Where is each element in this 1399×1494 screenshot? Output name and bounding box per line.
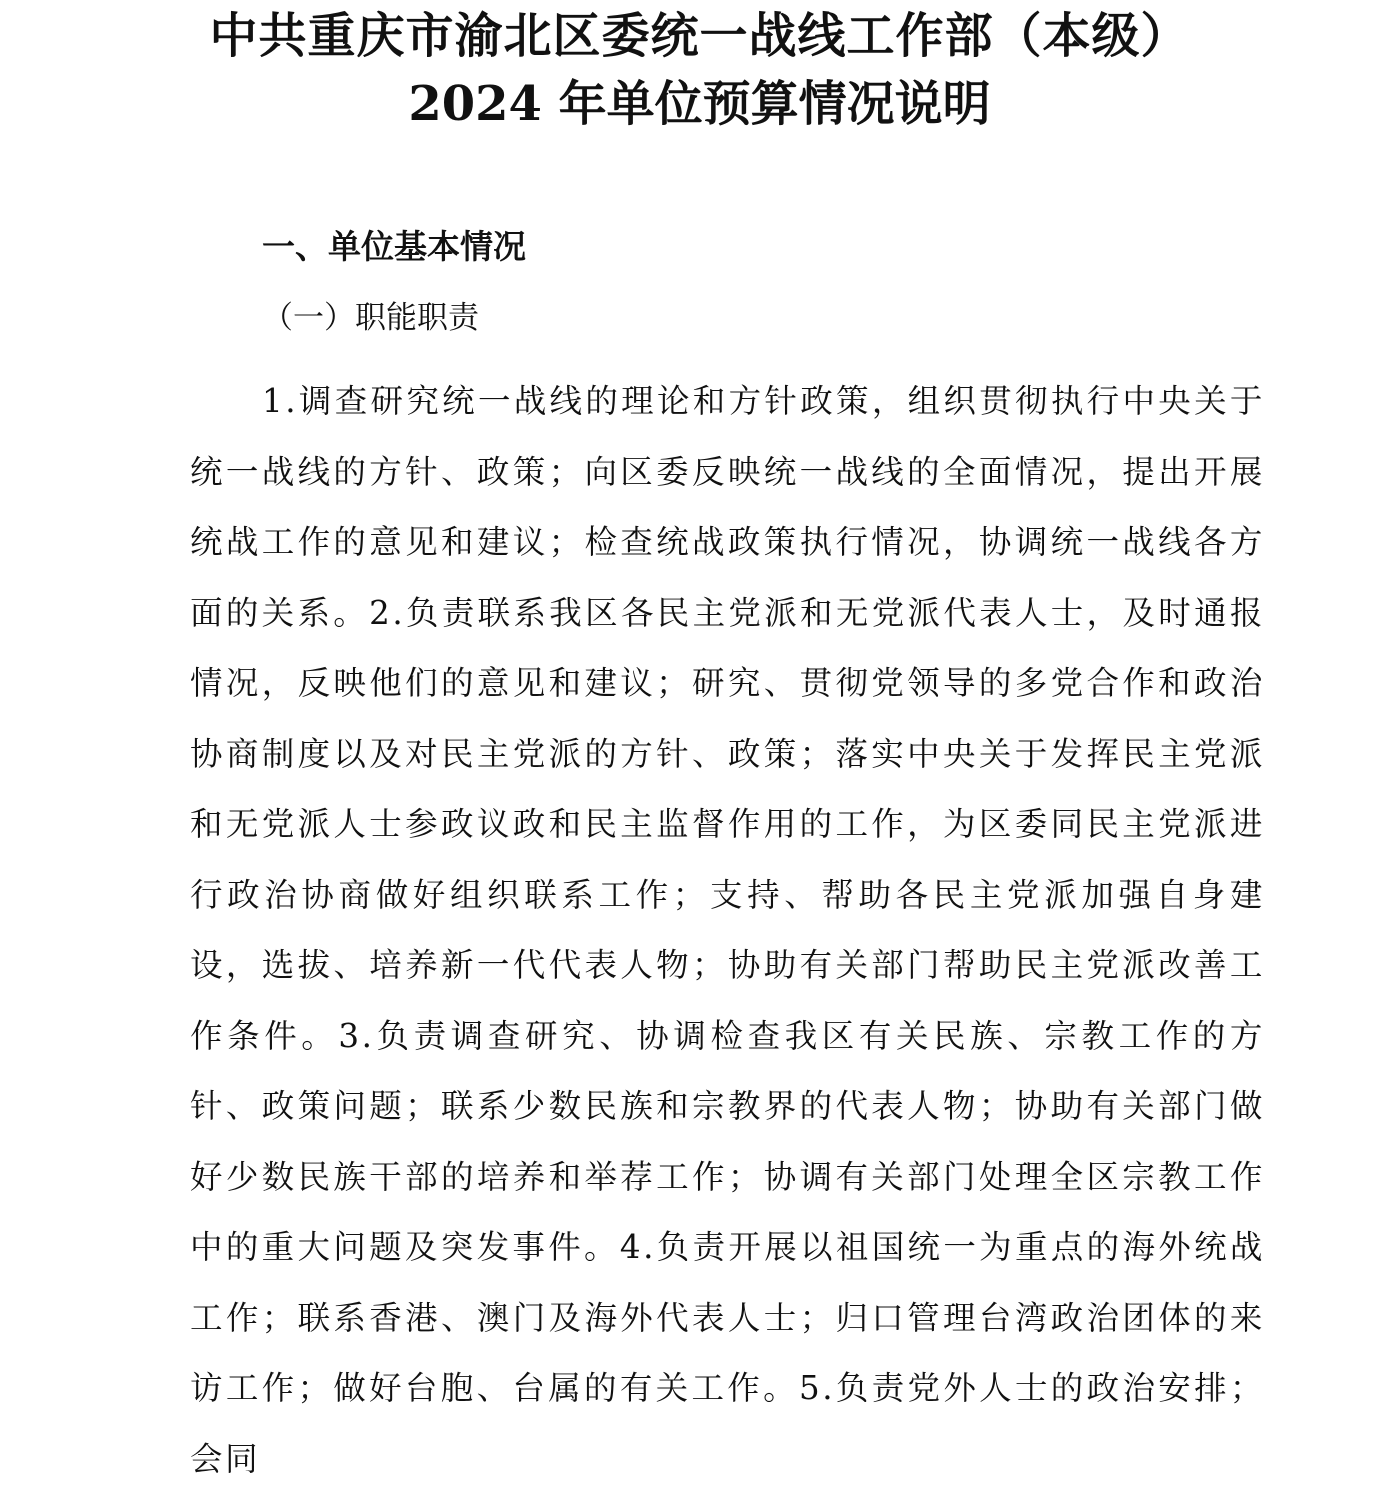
section-heading: 一、单位基本情况 — [262, 227, 526, 266]
document-title-line-1: 中共重庆市渝北区委统一战线工作部（本级） — [209, 8, 1190, 64]
subsection-heading: （一）职能职责 — [262, 300, 479, 336]
body-paragraph: 1.调查研究统一战线的理论和方针政策，组织贯彻执行中央关于统一战线的方针、政策；向区委反映统一战线的全面情况，提出开展统战工作的意见和建议；检查统战政策执行情况，协调统一战线各方面的关系。2.负责联系我区各民主党派和无党派代表人士，及时通报情况，反映他们的意见和建议；研究、贯彻党领导的多党合作和政治协商制度以及对民主党派的方针、政策；落实中央关于发挥民主党派和无党派人士参政议政和民主监督作用的工作，为区委同民主党派进行政治协商做好组织联系工作；支持、帮助各民主党派加强自身建设，选拔、培养新一代代表人物；协助有关部门帮助民主党派改善工作条件。3.负责调查研究、协调检查我区有关民族、宗教工作的方针、政策问题；联系少数民族和宗教界的代表人物；协助有关部门做好少数民族干部的培养和举荐工作；协调有关部门处理全区宗教工作中的重大问题及突发事件。4.负责开展以祖国统一为重点的海外统战工作；联系香港、澳门及海外代表人士；归口管理台湾政治团体的来访工作；做好台胞、台属的有关工作。5.负责党外人士的政治安排；会同 — [190, 382, 1265, 1478]
document-title-line-2: 2024 年单位预算情况说明 — [408, 76, 991, 132]
